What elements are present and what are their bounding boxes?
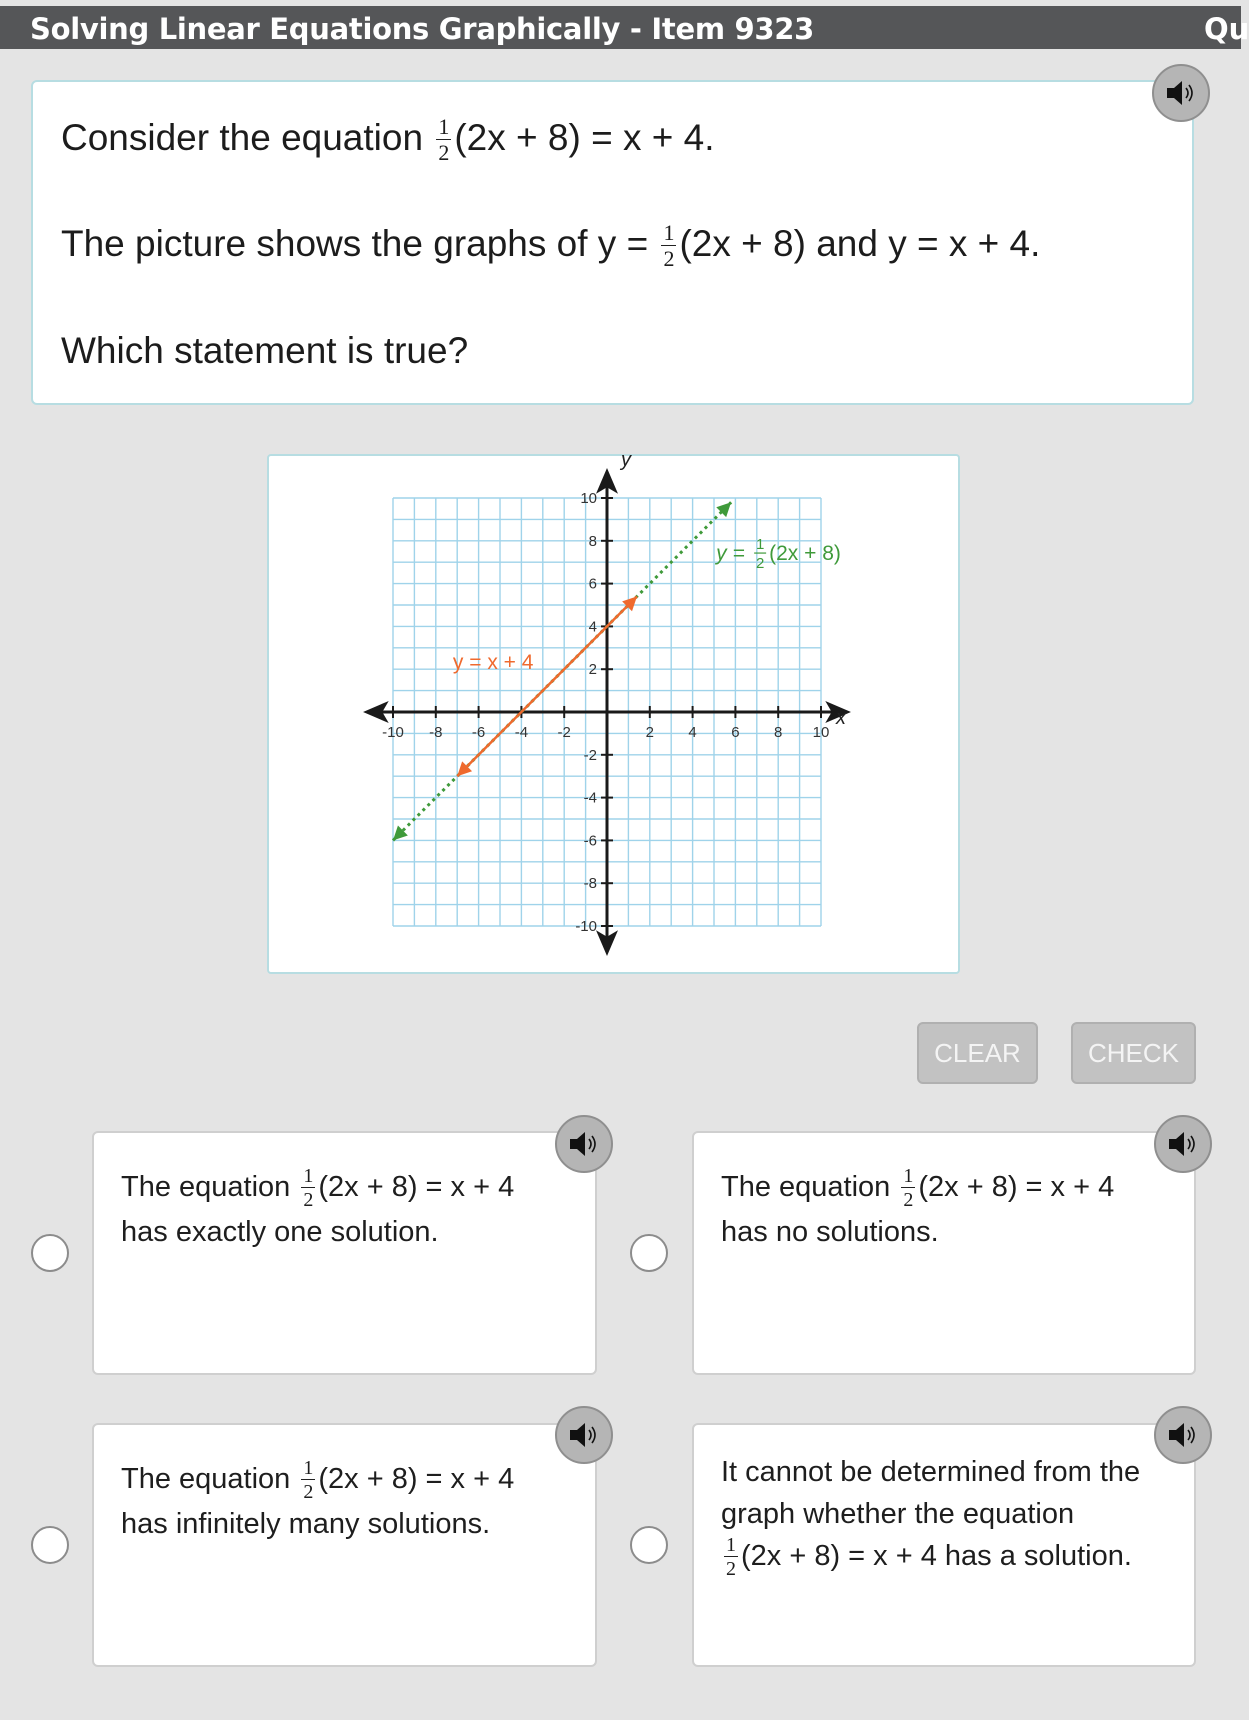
y-tick-label: 2 [588,661,597,679]
svg-text:y =: y = [716,542,745,566]
option-a-text: The equation $\frac{1}{2}$ (2x + 8) = x + 4 has exactly one solution. [121,1165,515,1249]
option-d-card[interactable] [692,1423,1196,1667]
x-tick-label: 4 [688,724,697,741]
y-tick-label: 4 [588,618,597,636]
x-tick-label: -4 [514,724,529,741]
y-axis-label: y [621,448,631,471]
check-button[interactable]: CHECK [1071,1022,1196,1084]
speaker-icon [568,1129,600,1159]
x-tick-label: -10 [382,724,404,741]
option-b-radio[interactable] [630,1234,668,1272]
x-tick-label: -2 [557,724,571,741]
option-c-text: The equation $\frac{1}{2}$ (2x + 8) = x + 4 has infinitely many solutions. [121,1457,515,1541]
line-label-y-equals-x-plus-4: y = x + 4 [452,651,534,675]
coordinate-graph [269,448,962,976]
option-d-text: It cannot be determined from the graph whether the equation $\frac{1}{2}$ (2x + 8) = x + 4 has a solution. [721,1456,1141,1581]
line-green-arrow-end [716,502,731,517]
title-bar-right-text: Qu [1204,12,1249,46]
y-tick-label: -6 [583,832,597,850]
x-tick-label: -8 [429,724,443,741]
y-tick-label: 8 [588,532,597,550]
x-axis-label: x [835,707,846,729]
title-bar [0,6,1249,49]
y-tick-label: -4 [583,789,597,807]
y-tick-label: 10 [580,490,597,507]
option-b-audio-button[interactable] [1154,1115,1212,1173]
speaker-icon [1165,78,1197,108]
svg-text:1: 1 [755,536,765,554]
question-box [31,80,1194,405]
option-b-text: The equation $\frac{1}{2}$ (2x + 8) = x + 4 has no solutions. [721,1165,1115,1249]
option-b-card[interactable] [692,1131,1196,1375]
option-a-audio-button[interactable] [555,1115,613,1173]
option-a-radio[interactable] [31,1234,69,1272]
y-tick-label: -8 [583,875,597,893]
question-line-2: The picture shows the graphs of y = $\frac{1}{2}$ (2x + 8) and y = x + 4. [61,220,1041,271]
speaker-icon [1167,1129,1199,1159]
y-tick-label: 6 [588,575,597,593]
question-line-1: Consider the equation $\frac{1}{2}$ (2x + 8) = x + 4. [61,114,715,165]
line-green-arrow-start [393,826,408,841]
speaker-icon [1167,1420,1199,1450]
graph-lines [393,502,731,840]
x-tick-label: 10 [812,724,830,741]
svg-text:(2x + 8): (2x + 8) [769,542,841,566]
option-c-radio[interactable] [31,1526,69,1564]
fraction: $\frac{1}{2}$ [438,114,450,165]
option-d-radio[interactable] [630,1526,668,1564]
option-a-card[interactable] [92,1131,597,1375]
option-c-audio-button[interactable] [555,1406,613,1464]
x-tick-label: 6 [731,724,740,741]
line-orange-solid [457,596,637,776]
question-line-3: Which statement is true? [61,330,469,371]
fraction: $\frac{1}{2}$ [663,220,675,271]
y-tick-label: -10 [575,918,597,935]
speaker-icon [568,1420,600,1450]
x-tick-label: 8 [774,724,783,741]
option-d-audio-button[interactable] [1154,1406,1212,1464]
y-tick-label: -2 [583,746,597,764]
clear-button[interactable]: CLEAR [917,1022,1038,1084]
question-audio-button[interactable] [1152,64,1210,122]
svg-text:2: 2 [755,555,765,573]
x-tick-label: -6 [471,724,486,741]
graph-panel [267,448,960,974]
x-tick-label: 2 [645,724,654,741]
option-c-card[interactable] [92,1423,597,1667]
page-title: Solving Linear Equations Graphically - Item 9323 [30,12,815,46]
